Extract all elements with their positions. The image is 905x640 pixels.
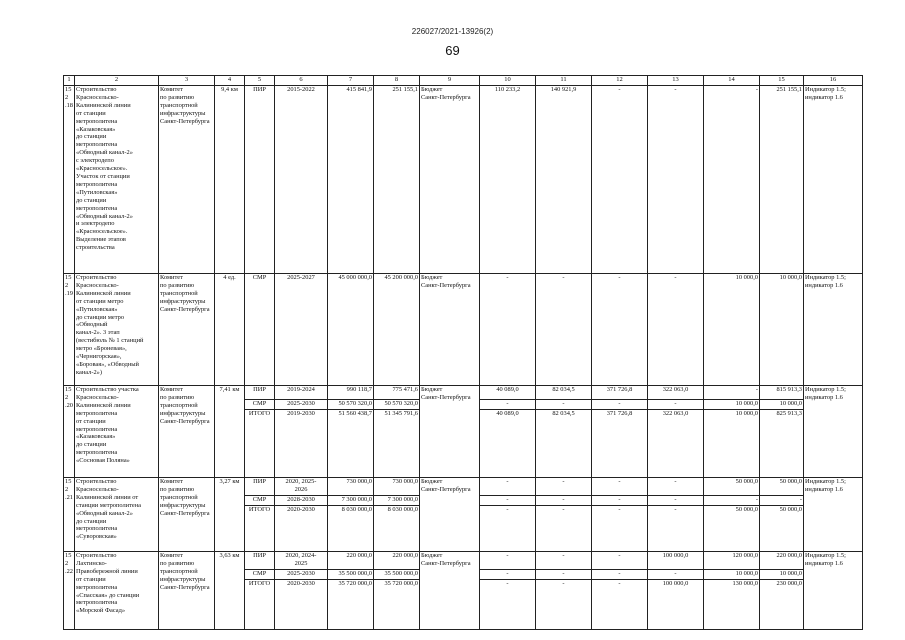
funding-source: Бюджет Санкт-Петербурга xyxy=(420,386,480,478)
period: 2025-2030 xyxy=(275,400,328,410)
remaining-cost: 35 500 000,0 xyxy=(374,570,420,580)
estimated-cost: 50 570 320,0 xyxy=(328,400,374,410)
year-value: 130 000,0 xyxy=(704,580,760,630)
year-value: - xyxy=(592,580,648,630)
remaining-cost: 35 720 000,0 xyxy=(374,580,420,630)
executor: Комитет по развитию транспортной инфраструктуры Санкт-Петербурга xyxy=(159,478,215,552)
indicators: Индикатор 1.5; индикатор 1.6 xyxy=(804,274,863,386)
capacity: 3,27 км xyxy=(215,478,245,552)
year-value: 322 063,0 xyxy=(648,386,704,400)
year-value: - xyxy=(592,400,648,410)
year-value: - xyxy=(536,496,592,506)
work-type: ИТОГО xyxy=(245,410,275,478)
remaining-cost: 8 030 000,0 xyxy=(374,506,420,552)
column-header: 14 xyxy=(704,76,760,86)
table-row xyxy=(64,274,863,386)
period: 2025-2030 xyxy=(275,570,328,580)
document-registration-code: 226027/2021-13926(2) xyxy=(411,27,494,36)
year-value: 82 034,5 xyxy=(536,410,592,478)
object-name: Строительство Красносельско- Калининской линии от станции метрополитена «Обводный канал-2» до станции метрополитена «Суворовская» xyxy=(75,478,159,552)
work-type: ПИР xyxy=(245,86,275,274)
column-header: 4 xyxy=(215,76,245,86)
remaining-cost: 7 300 000,0 xyxy=(374,496,420,506)
total-value: 50 000,0 xyxy=(760,506,804,552)
investment-program-table xyxy=(63,75,863,630)
year-value: - xyxy=(648,478,704,496)
capacity: 4 ед. xyxy=(215,274,245,386)
year-value: - xyxy=(480,478,536,496)
year-value: - xyxy=(480,400,536,410)
total-value: 815 913,3 xyxy=(760,386,804,400)
year-value: 40 089,0 xyxy=(480,386,536,400)
column-header: 9 xyxy=(420,76,480,86)
table-row xyxy=(64,478,863,496)
table-row xyxy=(64,86,863,274)
year-value: 371 726,8 xyxy=(592,410,648,478)
estimated-cost: 35 500 000,0 xyxy=(328,570,374,580)
column-header: 16 xyxy=(804,76,863,86)
table-row xyxy=(64,386,863,400)
indicators: Индикатор 1.5; индикатор 1.6 xyxy=(804,86,863,274)
indicators: Индикатор 1.5; индикатор 1.6 xyxy=(804,552,863,630)
remaining-cost: 220 000,0 xyxy=(374,552,420,570)
column-header: 2 xyxy=(75,76,159,86)
indicators: Индикатор 1.5; индикатор 1.6 xyxy=(804,478,863,552)
year-value: 120 000,0 xyxy=(704,552,760,570)
estimated-cost: 45 000 000,0 xyxy=(328,274,374,386)
year-value: - xyxy=(536,400,592,410)
year-value: - xyxy=(648,400,704,410)
year-value: - xyxy=(648,496,704,506)
funding-source: Бюджет Санкт-Петербурга xyxy=(420,86,480,274)
column-header: 13 xyxy=(648,76,704,86)
year-value: 110 233,2 xyxy=(480,86,536,274)
remaining-cost: 45 200 000,0 xyxy=(374,274,420,386)
year-value: - xyxy=(592,478,648,496)
year-value: 50 000,0 xyxy=(704,506,760,552)
work-type: СМР xyxy=(245,400,275,410)
year-value: - xyxy=(536,580,592,630)
remaining-cost: 51 345 791,6 xyxy=(374,410,420,478)
year-value: - xyxy=(480,552,536,570)
capacity: 9,4 км xyxy=(215,86,245,274)
year-value: - xyxy=(592,496,648,506)
object-name: Строительство Красносельско- Калининской линии от станции метро «Путиловская» до станции метро «Обводный канал-2». 3 этап (вестибюль № 1 станций метро «Броневая», «Чернигорская», «Боровая», «Обводный канал-2») xyxy=(75,274,159,386)
work-type: ПИР xyxy=(245,386,275,400)
year-value: - xyxy=(648,274,704,386)
year-value: 10 000,0 xyxy=(704,400,760,410)
estimated-cost: 8 030 000,0 xyxy=(328,506,374,552)
executor: Комитет по развитию транспортной инфраструктуры Санкт-Петербурга xyxy=(159,386,215,478)
executor: Комитет по развитию транспортной инфраструктуры Санкт-Петербурга xyxy=(159,274,215,386)
executor: Комитет по развитию транспортной инфраструктуры Санкт-Петербурга xyxy=(159,552,215,630)
work-type: СМР xyxy=(245,570,275,580)
capacity: 7,41 км xyxy=(215,386,245,478)
year-value: - xyxy=(536,570,592,580)
year-value: 100 000,0 xyxy=(648,552,704,570)
year-value: - xyxy=(480,506,536,552)
column-header: 5 xyxy=(245,76,275,86)
total-value: 50 000,0 xyxy=(760,478,804,496)
year-value: 10 000,0 xyxy=(704,570,760,580)
total-value: - xyxy=(760,496,804,506)
year-value: - xyxy=(592,274,648,386)
remaining-cost: 775 471,6 xyxy=(374,386,420,400)
estimated-cost: 730 000,0 xyxy=(328,478,374,496)
year-value: - xyxy=(648,86,704,274)
column-header: 1 xyxy=(64,76,75,86)
work-type: ИТОГО xyxy=(245,506,275,552)
year-value: - xyxy=(704,86,760,274)
object-name: Строительство Красносельско- Калининской линии от станции метрополитена «Казаковская» до станции метрополитена «Обводный канал-2» с электродепо «Красносельское». Участок от станции метрополитена «Путиловская» до станции метрополитена «Обводный канал-2» и электродепо «Красносельское». Выделение этапов строительства xyxy=(75,86,159,274)
column-header: 3 xyxy=(159,76,215,86)
funding-source: Бюджет Санкт-Петербурга xyxy=(420,274,480,386)
year-value: - xyxy=(704,496,760,506)
row-number: 152 .18 xyxy=(64,86,75,274)
object-name: Строительство Лахтинско- Правобережной линии от станции метрополитена «Спасская» до станции метрополитена «Морской Фасад» xyxy=(75,552,159,630)
column-header: 8 xyxy=(374,76,420,86)
period: 2020-2030 xyxy=(275,506,328,552)
year-value: - xyxy=(648,506,704,552)
remaining-cost: 730 000,0 xyxy=(374,478,420,496)
total-value: 10 000,0 xyxy=(760,400,804,410)
estimated-cost: 220 000,0 xyxy=(328,552,374,570)
year-value: - xyxy=(480,580,536,630)
period: 2019-2024 xyxy=(275,386,328,400)
column-header: 7 xyxy=(328,76,374,86)
year-value: 50 000,0 xyxy=(704,478,760,496)
indicators: Индикатор 1.5; индикатор 1.6 xyxy=(804,386,863,478)
column-header: 15 xyxy=(760,76,804,86)
total-value: 230 000,0 xyxy=(760,580,804,630)
period: 2019-2030 xyxy=(275,410,328,478)
period: 2028-2030 xyxy=(275,496,328,506)
year-value: - xyxy=(536,552,592,570)
work-type: ПИР xyxy=(245,552,275,570)
year-value: - xyxy=(592,506,648,552)
year-value: 322 063,0 xyxy=(648,410,704,478)
row-number: 152 .22 xyxy=(64,552,75,630)
page-number: 69 xyxy=(445,43,460,58)
year-value: 100 000,0 xyxy=(648,580,704,630)
period: 2015-2022 xyxy=(275,86,328,274)
year-value: - xyxy=(536,274,592,386)
year-value: - xyxy=(592,570,648,580)
year-value: - xyxy=(592,86,648,274)
year-value: - xyxy=(536,478,592,496)
row-number: 152 .20 xyxy=(64,386,75,478)
estimated-cost: 7 300 000,0 xyxy=(328,496,374,506)
work-type: СМР xyxy=(245,496,275,506)
work-type: СМР xyxy=(245,274,275,386)
year-value: - xyxy=(480,570,536,580)
table-row xyxy=(64,552,863,570)
estimated-cost: 990 118,7 xyxy=(328,386,374,400)
capacity: 3,63 км xyxy=(215,552,245,630)
object-name: Строительство участка Красносельско- Калининской линии метрополитена от станции метрополитена «Казаковская» до станции метрополитена «Сосновая Поляна» xyxy=(75,386,159,478)
period: 2020-2030 xyxy=(275,580,328,630)
total-value: 10 000,0 xyxy=(760,274,804,386)
year-value: 10 000,0 xyxy=(704,274,760,386)
total-value: 220 000,0 xyxy=(760,552,804,570)
funding-source: Бюджет Санкт-Петербурга xyxy=(420,552,480,630)
total-value: 251 155,1 xyxy=(760,86,804,274)
year-value: 10 000,0 xyxy=(704,410,760,478)
work-type: ПИР xyxy=(245,478,275,496)
year-value: - xyxy=(592,552,648,570)
column-number-header-row xyxy=(64,76,863,86)
year-value: - xyxy=(536,506,592,552)
year-value: - xyxy=(480,274,536,386)
row-number: 152 .19 xyxy=(64,274,75,386)
total-value: 825 913,3 xyxy=(760,410,804,478)
remaining-cost: 251 155,1 xyxy=(374,86,420,274)
column-header: 11 xyxy=(536,76,592,86)
work-type: ИТОГО xyxy=(245,580,275,630)
estimated-cost: 51 560 438,7 xyxy=(328,410,374,478)
estimated-cost: 35 720 000,0 xyxy=(328,580,374,630)
period: 2020, 2024- 2025 xyxy=(275,552,328,570)
year-value: - xyxy=(648,570,704,580)
year-value: 140 921,9 xyxy=(536,86,592,274)
total-value: 10 000,0 xyxy=(760,570,804,580)
executor: Комитет по развитию транспортной инфраструктуры Санкт-Петербурга xyxy=(159,86,215,274)
column-header: 10 xyxy=(480,76,536,86)
estimated-cost: 415 841,9 xyxy=(328,86,374,274)
column-header: 12 xyxy=(592,76,648,86)
period: 2025-2027 xyxy=(275,274,328,386)
year-value: 371 726,8 xyxy=(592,386,648,400)
remaining-cost: 50 570 320,0 xyxy=(374,400,420,410)
column-header: 6 xyxy=(275,76,328,86)
row-number: 152 .21 xyxy=(64,478,75,552)
year-value: - xyxy=(704,386,760,400)
year-value: 82 034,5 xyxy=(536,386,592,400)
funding-source: Бюджет Санкт-Петербурга xyxy=(420,478,480,552)
year-value: - xyxy=(480,496,536,506)
year-value: 40 089,0 xyxy=(480,410,536,478)
period: 2020, 2025- 2026 xyxy=(275,478,328,496)
